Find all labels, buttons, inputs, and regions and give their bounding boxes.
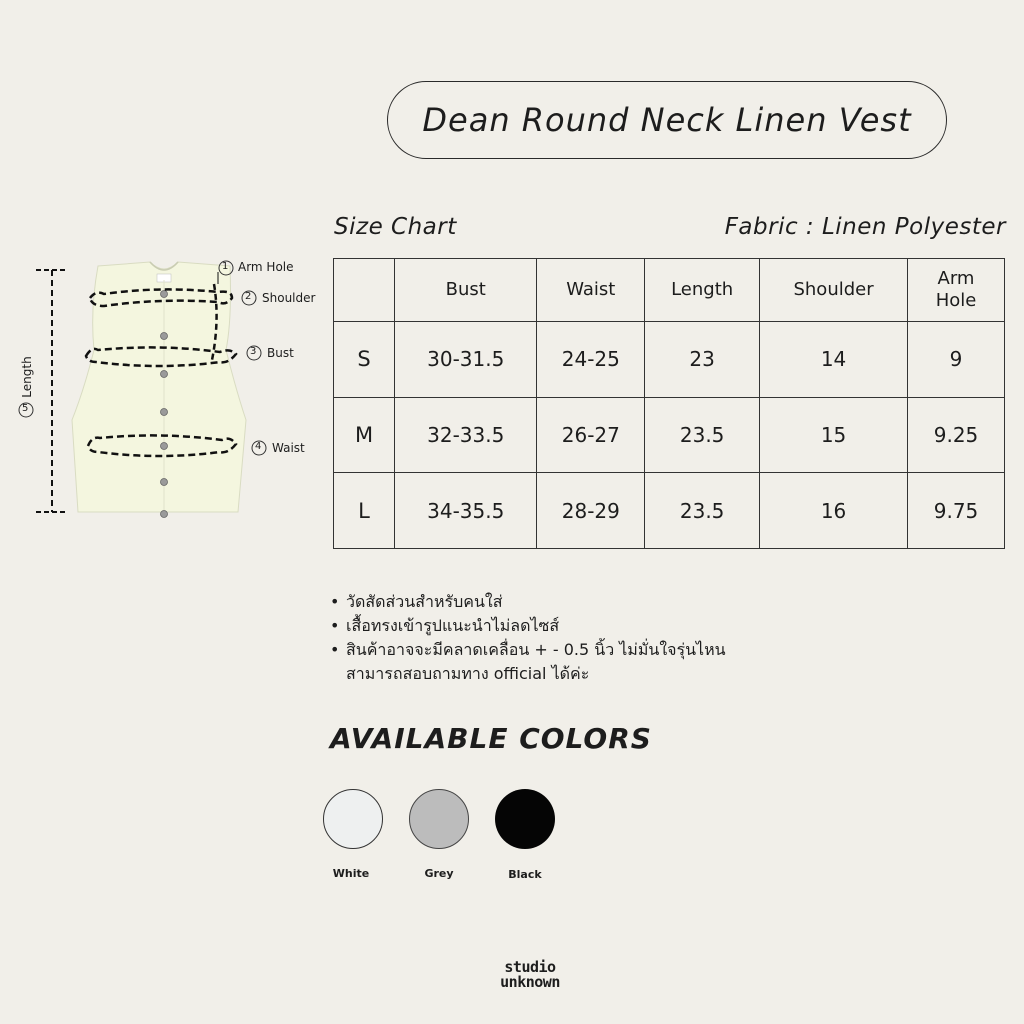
length-label: Length xyxy=(20,356,34,398)
table-header-cell xyxy=(908,259,1005,322)
bust-label: Bust xyxy=(267,346,294,360)
table-header-empty xyxy=(334,259,395,322)
bullet-icon: • xyxy=(330,640,340,659)
table-header-cell: Bust xyxy=(395,259,537,322)
note-item-continued xyxy=(330,662,726,686)
color-swatch-white[interactable] xyxy=(323,789,383,849)
note-item xyxy=(330,614,726,638)
bullet-icon: • xyxy=(330,592,340,611)
available-colors-heading: AVAILABLE COLORS xyxy=(330,722,652,755)
table-cell: 23.5 xyxy=(645,397,760,473)
note-item xyxy=(330,590,726,614)
table-header-cell: Shoulder xyxy=(760,259,908,322)
size-chart-label: Size Chart xyxy=(334,214,457,240)
notes-list xyxy=(330,590,726,686)
table-cell: 28-29 xyxy=(537,473,645,549)
fabric-label: Fabric : Linen Polyester xyxy=(724,214,1006,240)
note-item xyxy=(330,638,726,662)
color-label-black: Black xyxy=(508,868,542,881)
length-number: 5 xyxy=(22,403,29,414)
table-cell: 16 xyxy=(760,473,908,549)
waist-number: 4 xyxy=(255,441,262,452)
table-cell: 32-33.5 xyxy=(395,397,537,473)
note-text: สามารถสอบถามทาง official ได้ค่ะ xyxy=(346,664,590,683)
table-header-row xyxy=(334,259,1005,322)
arm-hole-number: 1 xyxy=(222,261,229,272)
table-header-cell: Waist xyxy=(537,259,645,322)
color-label-grey: Grey xyxy=(424,867,454,880)
arm-hole-label: Arm Hole xyxy=(238,260,294,274)
color-swatch-black[interactable] xyxy=(495,789,555,849)
note-text: สินค้าอาจจะมีคลาดเคลื่อน + - 0.5 นิ้ว ไม่มั่นใจรุ่นไหน xyxy=(346,640,726,659)
brand-logo xyxy=(490,960,570,990)
note-text: วัดสัดส่วนสำหรับคนใส่ xyxy=(346,592,503,611)
table-cell: 14 xyxy=(760,322,908,398)
size-chart-table xyxy=(333,258,1005,549)
table-cell: 9.25 xyxy=(908,397,1005,473)
size-cell: M xyxy=(334,397,395,473)
size-cell: L xyxy=(334,473,395,549)
table-cell: 9.75 xyxy=(908,473,1005,549)
table-row xyxy=(334,322,1005,398)
table-cell: 34-35.5 xyxy=(395,473,537,549)
table-row xyxy=(334,473,1005,549)
color-swatch-grey[interactable] xyxy=(409,789,469,849)
size-cell: S xyxy=(334,322,395,398)
table-row xyxy=(334,397,1005,473)
bullet-icon: • xyxy=(330,616,340,635)
table-cell: 24-25 xyxy=(537,322,645,398)
note-text: เสื้อทรงเข้ารูปแนะนำไม่ลดไซส์ xyxy=(346,616,560,635)
table-cell: 26-27 xyxy=(537,397,645,473)
table-cell: 23 xyxy=(645,322,760,398)
shoulder-label: Shoulder xyxy=(262,291,316,305)
brand-line-2: unknown xyxy=(500,973,560,991)
product-title: Dean Round Neck Linen Vest xyxy=(387,81,947,159)
table-header-cell: Length xyxy=(645,259,760,322)
arm-hole-header: Arm Hole xyxy=(935,268,977,311)
color-label-white: White xyxy=(332,867,370,880)
table-cell: 23.5 xyxy=(645,473,760,549)
shoulder-number: 2 xyxy=(245,291,252,302)
table-cell: 15 xyxy=(760,397,908,473)
brand-line-1: studio xyxy=(504,958,556,976)
measurement-diagram xyxy=(0,250,330,530)
table-cell: 9 xyxy=(908,322,1005,398)
table-cell: 30-31.5 xyxy=(395,322,537,398)
waist-label: Waist xyxy=(272,441,305,455)
bust-number: 3 xyxy=(250,346,257,357)
